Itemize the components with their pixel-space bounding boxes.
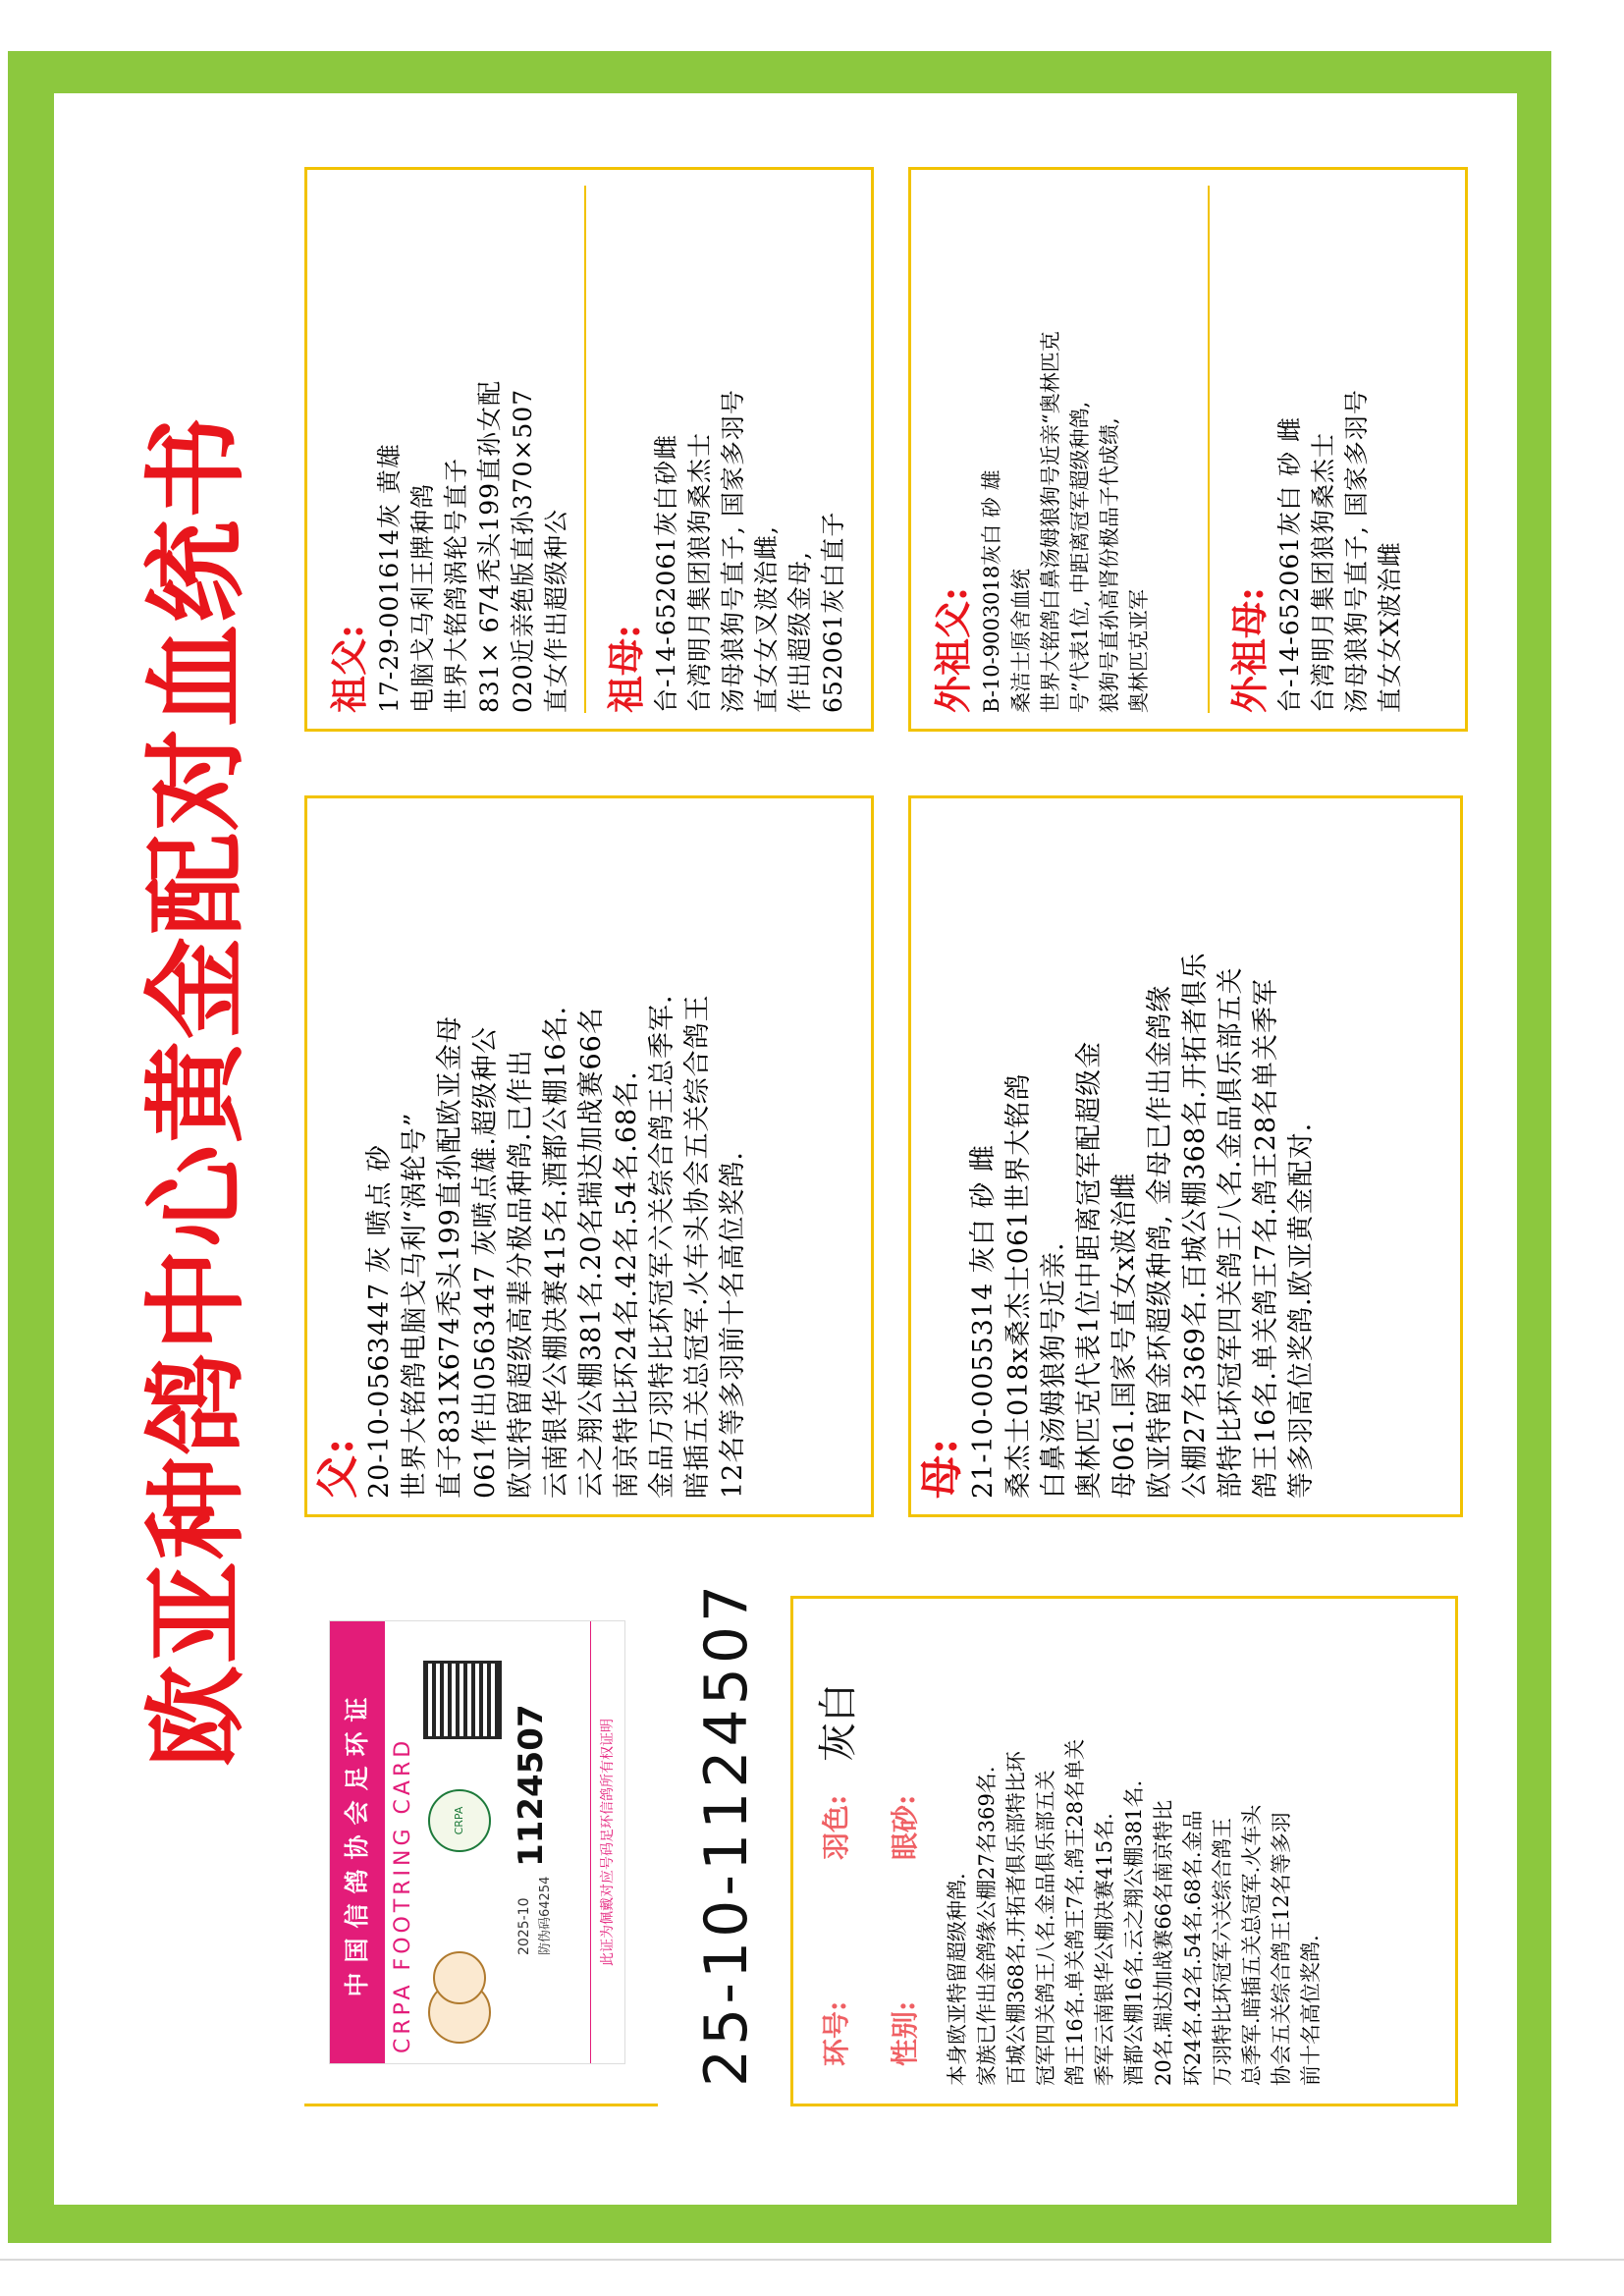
color-value: 灰白 [816,1683,861,1762]
maternal-grandmother-line: 台-14-652061灰白 砂 雌 [1275,415,1304,713]
maternal-grandfather-line: 奥林匹克亚军 [1127,589,1151,713]
card-header: 中国信鸽协会足环证 [330,1621,385,2063]
crpa-seal-icon: CRPA [428,1789,491,1852]
mother-detail-line: 欧亚特留金环超级种鸽, 金母已作出金鸽缘 [1145,984,1175,1499]
ring-label: 环号: [820,2000,852,2066]
qr-code-icon [423,1661,502,1739]
mother-detail-line: 公棚27名369名.百城公棚368名.开拓者俱乐 [1180,952,1211,1499]
paternal-grandmother-line: 652061灰白直子 [819,511,847,713]
card-ring-year: 2025-10 [516,1897,532,1955]
pedigree-certificate [113,167,1468,2175]
eye-label: 眼砂: [889,1794,921,1860]
paternal-grandmother-line: 作出超级金母, [785,551,814,713]
maternal-grandmother-details [1273,186,1407,713]
paternal-grandfather-line: 17-29-001614灰 黄雄 [375,443,404,713]
maternal-grandmother-label: 外祖母: [1227,586,1272,713]
mother-detail-line: 等多羽高位奖鸽.欧亚黄金配对. [1286,1121,1317,1499]
card-ring-number: 1124507 [512,1704,551,1867]
paternal-grandmother-line: 台湾明月集团狼狗桑杰士 [685,431,714,713]
father-detail-line: 金品万羽特比环冠军六关综合鸽王总季军. [647,994,677,1499]
father-detail-line: 061作出0563447 灰喷点雄.超级种公 [470,1026,501,1499]
paternal-grandmother-label: 祖母: [604,624,648,713]
color-label: 羽色: [820,1794,852,1860]
card-footer-note: 此证为佩戴对应号码足环信鸽所有权证明 [590,1621,624,2063]
mother-detail-line: 鸽王16名.单关鸽王7名.鸽王28名单关季军 [1251,977,1281,1499]
paternal-grandfather-line: 直女作出超级种公 [542,508,570,713]
subject-description-line: 百城公棚368名.开拓者俱乐部特比环 [1004,1751,1028,2086]
subject-description-line: 季军云南银华公棚决赛415名. [1093,1813,1116,2086]
maternal-grandfather-line: 桑洁士原舍血统 [1009,569,1033,713]
paternal-grandmother-line: 直女女叉波治雌, [752,525,781,713]
sex-label: 性别: [889,2000,921,2066]
paternal-grandfather-line: 020近亲绝版直孙370×507 [509,388,537,713]
mother-detail-line: 奥林匹克代表1位中距离冠军配超级金 [1074,1040,1105,1499]
mother-label: 母: [917,1437,967,1499]
mother-detail-line: 白鼻汤姆狼狗号近亲. [1039,1241,1069,1499]
subject-description-line: 鸽王16名.单关鸽王7名.鸽王28名单关 [1063,1738,1087,2086]
maternal-grandmother-line: 汤母狼狗号直子, 国家多羽号 [1342,389,1371,713]
subject-box [790,1596,1458,2106]
footring-card-area [304,1593,658,2106]
paternal-grandfather-line: 世界大铭鸽涡轮号直子 [442,457,470,713]
father-label: 父: [313,1437,363,1499]
paternal-grandparents-box [304,167,874,732]
globe-emblem-icon [433,1951,486,2004]
subject-description-line: 环24名.42名.54名.68名.金品 [1181,1810,1205,2086]
father-detail-line: 欧亚特留超级高辈分极品种鸽.已作出 [506,1049,536,1499]
mother-details [966,814,1320,1499]
subject-description [943,1616,1326,2086]
paternal-grandmother-line: 汤母狼狗号直子, 国家多羽号 [719,389,747,713]
maternal-grandparents-box [908,167,1468,732]
paternal-grandmother-details [650,186,850,713]
ring-number-display: 25-10-1124507 [692,1580,761,2087]
mother-detail-line: 母061.国家号直女x波治雌 [1110,1172,1140,1499]
subject-description-line: 万羽特比环冠军六关综合鸽王 [1211,1818,1234,2086]
father-detail-line: 暗插五关总冠军.火车头协会五关综合鸽王 [682,994,713,1499]
page-bottom-rule [0,2259,1624,2261]
father-detail-line: 云南银华公棚决赛415名.酒都公棚16名. [541,1005,571,1499]
paternal-grandmother-line: 台-14-652061灰白砂雌 [652,433,680,713]
paternal-grandfather-label: 祖父: [327,624,371,713]
maternal-grandmother-line: 台湾明月集团狼狗桑杰士 [1309,431,1337,713]
father-detail-line: 直子831X674秃头199直孙配欧亚金母 [435,1015,465,1499]
maternal-grandfather-line: 世界大铭鸽白鼻汤姆狼狗号近亲“奥林匹克 [1039,331,1062,713]
maternal-grandfather-label: 外祖父: [931,586,975,713]
card-english-title: CRPA FOOTRING CARD [391,1736,415,2053]
mother-detail-line: 21-10-0055314 灰白 砂 雌 [968,1144,999,1499]
certificate-title: 欧亚种鸽中心黄金配对血统书 [136,413,256,1768]
card-serial: 防伪码64254 [538,1876,553,1955]
mother-box [908,795,1463,1517]
maternal-grandfather-line: 号”代表1位, 中距离冠军超级种鸽, [1068,401,1092,713]
maternal-grandfather-line: 狼狗号直孙高肾份极品子代成绩, [1098,417,1121,713]
maternal-grandfather-line: B-10-9003018灰白 砂 雄 [980,469,1003,713]
father-detail-line: 12名等多羽前十名高位奖鸽. [718,1151,748,1499]
subject-description-line: 20名.瑞达加战赛66名南京特比 [1152,1799,1175,2086]
maternal-grandmother-line: 直女女X波治雌 [1376,541,1404,713]
paternal-grandfather-details [373,186,573,713]
mother-detail-line: 桑杰士018x桑杰士061世界大铭鸽 [1003,1072,1034,1499]
subject-description-line: 家族已作出金鸽缘公棚27名369名. [975,1766,999,2086]
footring-card [329,1620,625,2064]
maternal-grandfather-details [977,186,1154,713]
subject-description-line: 冠军四关鸽王八名.金品俱乐部五关 [1034,1770,1057,2086]
father-detail-line: 世界大铭鸽电脑戈马利“涡轮号” [400,1112,430,1499]
father-detail-line: 20-10-0563447 灰 喷点 砂 [364,1144,395,1499]
subject-description-line: 总季军.暗插五关总冠军.火车头 [1240,1804,1264,2086]
subject-description-line: 酒都公棚16名.云之翔公棚381名. [1122,1779,1146,2086]
subject-description-line: 协会五关综合鸽王12名等多羽 [1270,1812,1293,2086]
mother-detail-line: 部特比环冠军四关鸽王八名.金品俱乐部五关 [1216,966,1246,1499]
father-detail-line: 南京特比环24名.42名.54名.68名. [612,1070,642,1499]
paternal-grandfather-line: 电脑戈马利王牌种鸽 [408,482,437,713]
subject-description-line: 前十名高位奖鸽. [1299,1935,1323,2086]
father-details [362,814,751,1499]
paternal-grandfather-line: 831× 674秃头199直孙女配 [475,379,504,713]
father-box [304,795,874,1517]
subject-description-line: 本身欧亚特留超级种鸽. [946,1873,969,2086]
father-detail-line: 云之翔公棚381名.20名瑞达加战赛66名 [576,1007,607,1499]
